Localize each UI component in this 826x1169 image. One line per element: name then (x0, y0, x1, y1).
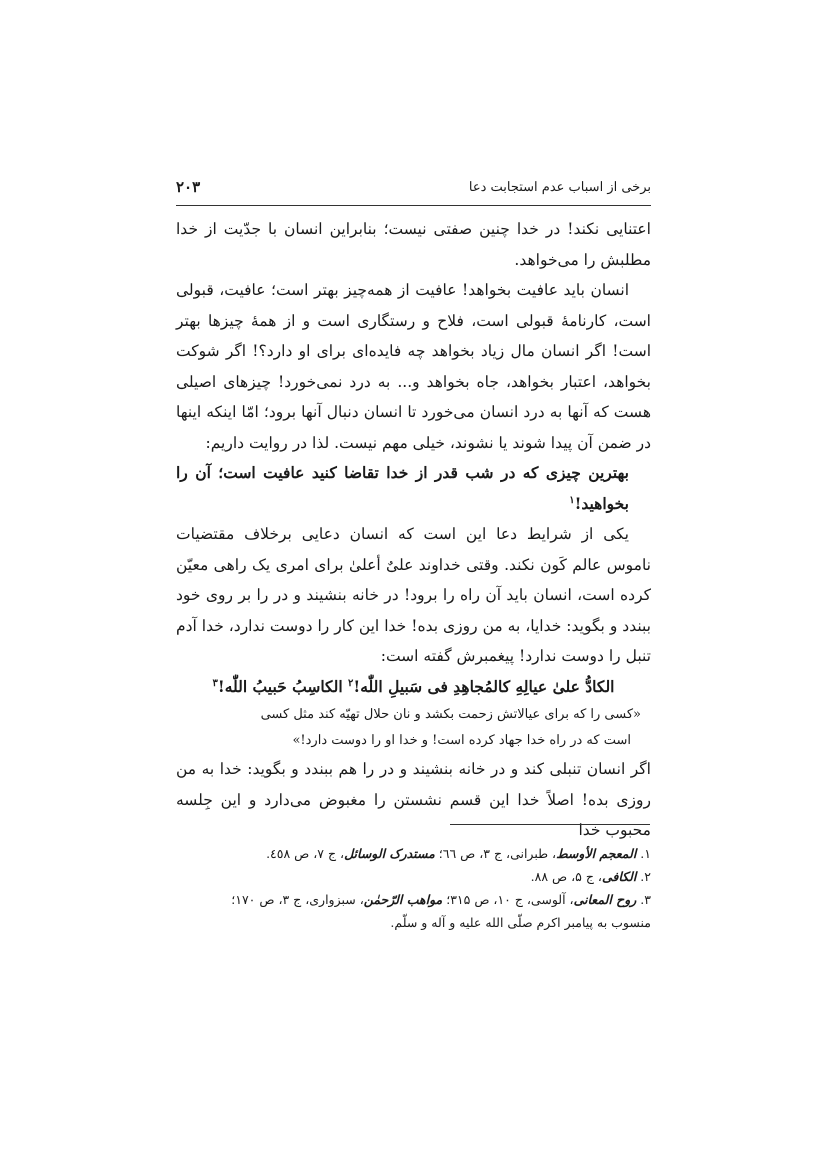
footnote-2-title: الکافی (601, 869, 637, 884)
footnote-1-mid: ، طبرانی، ج ۳، ص ٦٦؛ (434, 846, 557, 861)
footnote-1-number: ۱. (636, 846, 651, 861)
footnote-2 (176, 865, 651, 888)
paragraph-1: اعتنایی نکند! در خدا چنین صفتی نیست؛ بنابراین انسان با جدّیت از خدا مطلبش را می‌خواهد. (176, 220, 651, 269)
footnote-ref-2[interactable]: ۲ (348, 677, 354, 689)
translation-line-2: است که در راه خدا جهاد کرده است! و خدا او را دوست دارد!» (292, 733, 631, 748)
paragraph-4: اگر انسان تنبلی کند و در خانه بنشیند و در را هم ببندد و بگوید: خدا به من روزی بده! اصلاً خدا این قسم نشستن را مغبوض می‌دارد و این جِلسه محبوب خدا (176, 760, 651, 839)
footnote-1-end: ، ج ۷، ص ٤٥٨. (266, 846, 345, 861)
running-title: برخی از اسباب عدم استجابت دعا (468, 180, 651, 195)
paragraph-3: یکی از شرایط دعا این است که انسان دعایی برخلاف مقتضیات ناموس عالم کَون نکند. وقتی خداوند علیٌ أعلیٰ برای امری یک راهی معیّن کرده است، انسان باید آن راه را برود! در خانه بنشیند و در را بر روی خود ببندد و بگوید: خدایا، به من روزی بده! خدا این کار را دوست ندارد، خدا آدم تنبل را دوست ندارد! پیغمبرش گفته است: (176, 525, 651, 665)
footnote-ref-1[interactable]: ۱ (569, 494, 575, 506)
hadith-quote-text: بهترین چیزی که در شب قدر از خدا تقاضا کنید عافیت است؛ آن را بخواهید! (176, 463, 629, 513)
footnote-3-mid: ، آلوسی، ج ۱۰، ص ۳۱۵؛ (442, 892, 574, 907)
footnote-1 (176, 842, 651, 865)
translation-line-1: «کسی را که برای عیالاتش زحمت بکشد و نان حلال تهیّه کند مثل کسی (260, 707, 641, 722)
hadith-quote (176, 458, 629, 519)
footnote-ref-3[interactable]: ۳ (212, 677, 218, 689)
arabic-hadith-part-a: الکادُّ علیٰ عیالِهِ کالمُجاهِدِ فی سَبیلِ اللّٰه! (353, 676, 615, 696)
footnote-3-title-2: مواهب الرّحمٰن (363, 892, 443, 907)
footnote-3 (176, 888, 651, 911)
body-text (176, 214, 651, 846)
page-header (176, 176, 651, 204)
footnote-3-number: ۳. (636, 892, 651, 907)
paragraph-2: انسان باید عافیت بخواهد! عافیت از همه‌چیز بهتر است؛ عافیت، قبولی است، کارنامهٔ قبولی است، فلاح و رستگاری است و از همهٔ چیزها بهتر است! اگر انسان مال زیاد بخواهد چه فایده‌ای برای او دارد؟! اگر شوکت بخواهد، اعتبار بخواهد، جاه بخواهد و... به درد نمی‌خورد! چیزهای اصیلی هست که آنها به درد انسان می‌خورد تا انسان دنبال آنها برود؛ امّا اینکه اینها در ضمن آن پیدا شوند یا نشوند، خیلی مهم نیست. لذا در روایت داریم: (176, 281, 651, 452)
arabic-hadith-part-b: الکاسِبُ حَبیبُ اللّٰه! (217, 676, 349, 696)
page-number: ۲۰۳ (176, 178, 201, 196)
header-rule (176, 205, 651, 206)
footnote-1-title-2: مستدرک الوسائل (344, 846, 435, 861)
footnote-3-line-2: منسوب به پیامبر اکرم صلّی الله علیه و آله و سلّم. (390, 915, 651, 930)
footnote-rule (450, 824, 650, 825)
footnote-2-number: ۲. (636, 869, 651, 884)
footnote-3-end: ، سبزواری، ج ۳، ص ۱۷۰؛ (231, 892, 364, 907)
footnotes (176, 842, 651, 934)
footnote-2-end: ، ج ۵، ص ۸۸. (530, 869, 602, 884)
arabic-hadith (176, 672, 651, 703)
footnote-3-title: روح المعانی (573, 892, 637, 907)
hadith-translation (186, 702, 641, 754)
footnote-1-title: المعجم الأوسط (556, 846, 637, 861)
